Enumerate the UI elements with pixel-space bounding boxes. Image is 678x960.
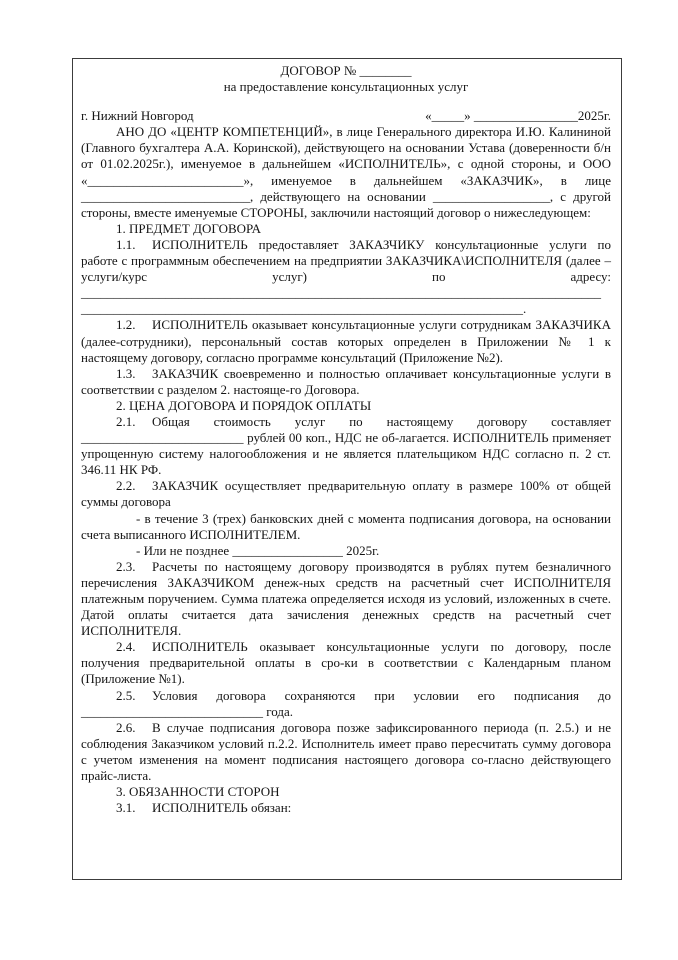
clause-2-6 xyxy=(81,720,611,784)
intro-paragraph: АНО ДО «ЦЕНТР КОМПЕТЕНЦИЙ», в лице Генерального директора И.Ю. Калининой (Главного бухгалтера А.А. Коринской), действующего на основании Устава (доверенности б/н от 01.02.2025г.), именуемое в дальнейшем «ИСПОЛНИТЕЛЬ», с одной стороны, и ООО «________________________», именуемое в дальнейшем «ЗАКАЗЧИК», в лице __________________________, действующего на основании __________________, с другой стороны, вместе именуемые СТОРОНЫ, заключили настоящий договор о нижеследующем: xyxy=(81,124,611,220)
clause-number: 3.1. xyxy=(116,800,136,816)
clause-1-2 xyxy=(81,317,611,365)
clause-text: ИСПОЛНИТЕЛЬ оказывает консультационные услуги по договору, после получения предварительной оплаты в сро-ки в соответствии с Календарным планом (Приложение №1). xyxy=(81,639,611,687)
clause-text: ИСПОЛНИТЕЛЬ оказывает консультационные услуги сотрудникам ЗАКАЗЧИКА (далее-сотрудники), персональный состав которых определен в Приложении № 1 к настоящему договору, согласно программе консультаций (Приложение №2). xyxy=(81,317,611,365)
clause-3-1 xyxy=(81,800,611,816)
payment-term-dash-1: - в течение 3 (трех) банковских дней с момента подписания договора, на основании счета выписанного ИСПОЛНИТЕЛЕМ. xyxy=(81,510,611,542)
clause-text: Условия договора сохраняются при условии его подписания до ____________________________ года. xyxy=(81,687,611,719)
clause-2-3 xyxy=(81,559,611,639)
clause-text: Общая стоимость услуг по настоящему договору составляет _________________________ рублей 00 коп., НДС не об-лагается. ИСПОЛНИТЕЛЬ применяет упрощенную систему налогообложения и не является плательщиком НДС согласно п. 2 ст. 346.11 НК РФ. xyxy=(81,413,611,478)
clause-text: ЗАКАЗЧИК своевременно и полностью оплачивает консультационные услуги в соответствии с разделом 2. настояще-го Договора. xyxy=(81,365,611,397)
clause-number: 2.2. xyxy=(116,478,136,494)
clause-text: ИСПОЛНИТЕЛЬ обязан: xyxy=(152,800,292,816)
clause-number: 2.5. xyxy=(116,687,136,703)
clause-2-5 xyxy=(81,688,611,720)
city-label: г. Нижний Новгород xyxy=(81,108,194,124)
payment-term-dash-2: - Или не позднее _________________ 2025г. xyxy=(136,542,380,558)
clause-1-3 xyxy=(81,366,611,398)
clause-text: ИСПОЛНИТЕЛЬ предоставляет ЗАКАЗЧИКУ консультационные услуги по работе с программным обеспечением на предприятии ЗАКАЗЧИКА\ИСПОЛНИТЕЛЯ (далее – услуги/курс услуг) по адресу: ________________________________________________________________________________ ____________________________________________________________________. xyxy=(81,236,611,317)
section-3-heading: 3. ОБЯЗАННОСТИ СТОРОН xyxy=(116,784,280,800)
clause-number: 1.3. xyxy=(116,365,136,381)
clause-number: 1.1. xyxy=(116,236,136,252)
clause-text: Расчеты по настоящему договору производятся в рублях путем безналичного перечисления ЗАКАЗЧИКОМ денеж-ных средств на расчетный счет ИСПОЛНИТЕЛЯ платежным поручением. Сумма платежа определяется исходя из условий, изложенных в счете. Датой оплаты считается дата зачисления денежных средств на расчетный счет ИСПОЛНИТЕЛЯ. xyxy=(81,558,611,639)
clause-text: ЗАКАЗЧИК осуществляет предварительную оплату в размере 100% от общей суммы договора xyxy=(81,478,611,510)
contract-subtitle: на предоставление консультационных услуг xyxy=(223,79,469,95)
contract-page xyxy=(72,58,622,880)
clause-2-2 xyxy=(81,478,611,510)
clause-number: 2.1. xyxy=(116,413,136,429)
contract-title: ДОГОВОР № ________ xyxy=(280,63,412,78)
city-date-row xyxy=(81,108,611,124)
clause-number: 2.4. xyxy=(116,639,136,655)
clause-2-4 xyxy=(81,639,611,687)
clause-1-1 xyxy=(81,237,611,317)
clause-2-1 xyxy=(81,414,611,478)
clause-number: 1.2. xyxy=(116,317,136,333)
date-blank: «_____» ________________2025г. xyxy=(425,108,611,124)
section-1-heading: 1. ПРЕДМЕТ ДОГОВОРА xyxy=(116,220,261,236)
clause-number: 2.3. xyxy=(116,558,136,574)
clause-number: 2.6. xyxy=(116,719,136,735)
clause-text: В случае подписания договора позже зафиксированного периода (п. 2.5.) и не соблюдения Заказчиком условий п.2.2. Исполнитель имеет право пересчитать сумму договора с учетом изменения на момент подписания настоящего договора со-гласно действующего прайс-листа. xyxy=(81,719,611,784)
section-2-heading: 2. ЦЕНА ДОГОВОРА И ПОРЯДОК ОПЛАТЫ xyxy=(116,397,372,413)
